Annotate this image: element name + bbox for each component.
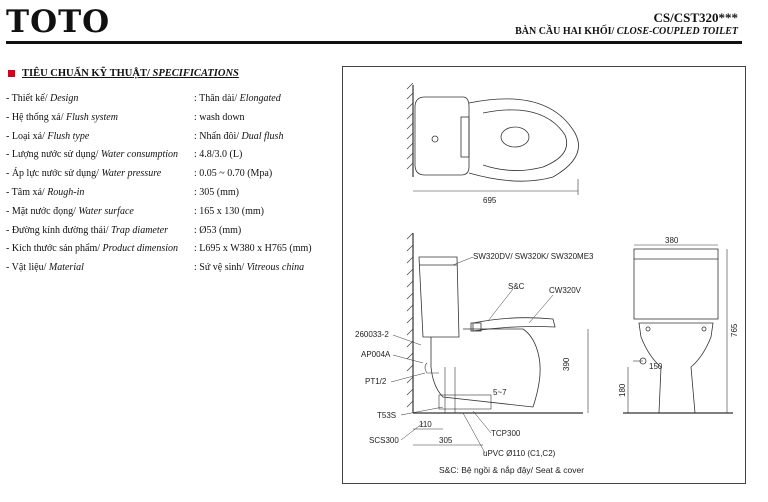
- spec-value: : 0.05 ~ 0.70 (Mpa): [194, 168, 273, 180]
- dim-height: 765: [730, 323, 739, 337]
- spec-value: : L695 x W380 x H765 (mm): [194, 243, 312, 255]
- label-upvc: uPVC Ø110 (C1,C2): [483, 449, 556, 458]
- spec-row: [6, 165, 336, 184]
- spec-label: - Áp lực nước sử dụng/ Water pressure: [6, 168, 162, 180]
- dim-390: 390: [562, 357, 571, 371]
- spec-value: : 305 (mm): [194, 186, 239, 198]
- spec-value: : 165 x 130 (mm): [194, 205, 264, 217]
- side-view: [355, 233, 594, 458]
- subtitle-en: CLOSE-COUPLED TOILET: [616, 26, 738, 37]
- spec-row: [6, 222, 336, 241]
- section-title-vi: TIÊU CHUẨN KỸ THUẬT/: [22, 68, 150, 79]
- label-pt12: PT1/2: [365, 377, 387, 386]
- drawing-caption: S&C: Bệ ngồi & nắp đậy/ Seat & cover: [439, 465, 585, 475]
- dim-110: 110: [419, 420, 432, 429]
- spec-row: [6, 90, 336, 109]
- spec-label: - Đường kính đường thải/ Trap diameter: [6, 224, 168, 236]
- dim-305: 305: [439, 436, 453, 445]
- label-tcp300: TCP300: [491, 429, 521, 438]
- spec-label: - Thiết kế/ Design: [6, 93, 79, 104]
- spec-value: : Thân dài/ Elongated: [194, 93, 281, 104]
- spec-label: - Vật liệu/ Material: [6, 262, 84, 274]
- spec-value: : wash down: [194, 111, 245, 123]
- section-bullet-icon: [8, 70, 15, 77]
- spec-label: - Hệ thống xả/ Flush system: [6, 111, 118, 123]
- top-view: [407, 83, 579, 205]
- header-rule: [6, 41, 742, 44]
- label-tank: SW320DV/ SW320K/ SW320ME3: [473, 252, 594, 261]
- spec-value: : Sứ vệ sinh/ Vitreous china: [194, 262, 305, 274]
- spec-label: - Tâm xả/ Rough-in: [6, 186, 85, 198]
- subtitle-vi: BÀN CẦU HAI KHỐI/: [515, 26, 615, 37]
- spec-value: : Nhấn đôi/ Dual flush: [194, 130, 284, 142]
- spec-list: [6, 90, 336, 278]
- label-seat-cover: S&C: [508, 282, 525, 291]
- label-bowl: CW320V: [549, 286, 582, 295]
- section-title: [22, 68, 239, 79]
- front-view: [618, 236, 739, 413]
- spec-label: - Lượng nước sử dụng/ Water consumption: [6, 149, 179, 161]
- dim-5-7: 5~7: [493, 388, 507, 397]
- spec-row: [6, 203, 336, 222]
- product-subtitle: [515, 26, 738, 37]
- spec-row: [6, 184, 336, 203]
- spec-label: - Kích thước sản phẩm/ Product dimension: [6, 243, 178, 255]
- technical-drawing: [342, 66, 746, 484]
- spec-row: [6, 109, 336, 128]
- spec-row: [6, 128, 336, 147]
- spec-label: - Loại xả/ Flush type: [6, 130, 90, 142]
- spec-row: [6, 259, 336, 278]
- spec-value: : Ø53 (mm): [194, 224, 242, 236]
- label-260033: 260033-2: [355, 330, 389, 339]
- section-title-en: SPECIFICATIONS: [152, 68, 239, 79]
- label-scs300: SCS300: [369, 436, 399, 445]
- dim-length: 695: [483, 196, 497, 205]
- model-number: CS/CST320***: [653, 10, 738, 25]
- spec-label: - Mặt nước đọng/ Water surface: [6, 205, 134, 217]
- label-t53s: T53S: [377, 411, 397, 420]
- label-ap004a: AP004A: [361, 350, 391, 359]
- dim-150: 150: [649, 362, 663, 371]
- brand-logo: TOTO: [6, 4, 111, 40]
- spec-row: [6, 240, 336, 259]
- dim-width: 380: [665, 236, 679, 245]
- spec-row: [6, 146, 336, 165]
- dim-180: 180: [618, 383, 627, 397]
- spec-value: : 4.8/3.0 (L): [194, 149, 243, 161]
- drawing-svg: [343, 67, 745, 483]
